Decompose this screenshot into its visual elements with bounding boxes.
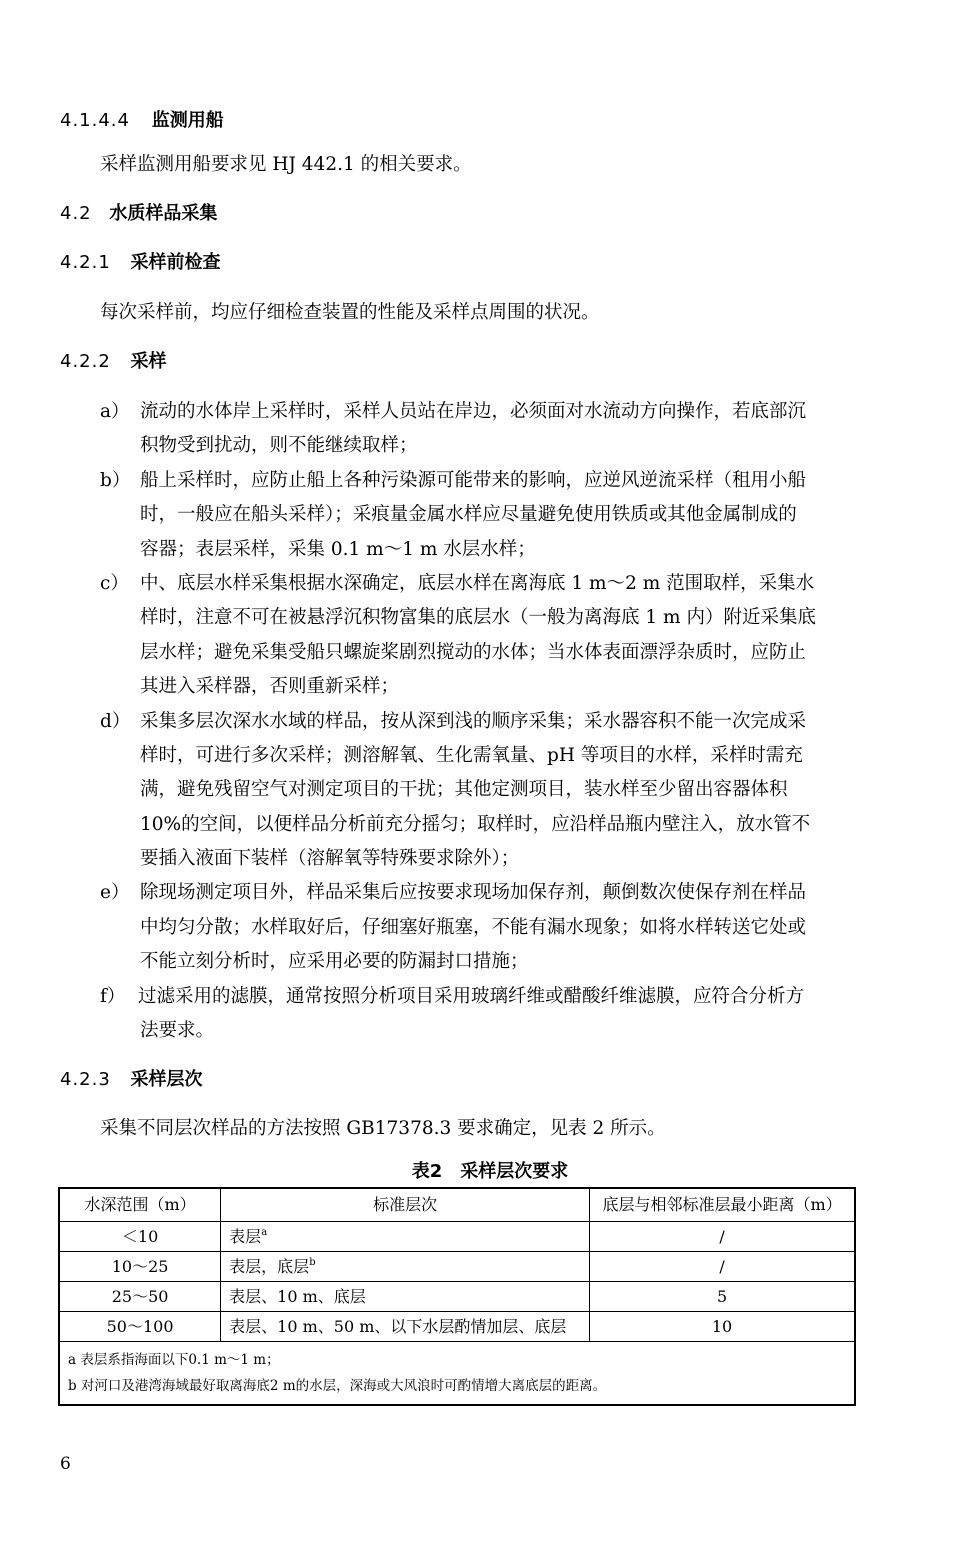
list-item-line: 容器；表层采样，采集 0.1 m～1 m 水层水样； bbox=[140, 539, 536, 560]
table-cell-layers: 表层、10 m、50 m、以下水层酌情加层、底层 bbox=[221, 1312, 590, 1342]
list-item-line: 不能立刻分析时，应采用必要的防漏封口措施； bbox=[140, 951, 529, 972]
list-item-line: 除现场测定项目外，样品采集后应按要求现场加保存剂，颠倒数次使保存剂在样品 bbox=[140, 882, 807, 903]
heading-4-1-4-4 bbox=[60, 109, 224, 133]
table-cell-layers: 表层、10 m、底层 bbox=[221, 1282, 590, 1312]
heading-number: 4.2.1 bbox=[60, 252, 111, 273]
list-item-line: 中、底层水样采集根据水深确定，底层水样在离海底 1 m～2 m 范围取样，采集水 bbox=[140, 573, 815, 594]
table-notes-row bbox=[59, 1342, 855, 1406]
list-item-line: 法要求。 bbox=[140, 1020, 215, 1041]
footnote-marker: b bbox=[309, 1256, 316, 1268]
table-cell-distance: 5 bbox=[590, 1282, 855, 1312]
list-item-marker: b） bbox=[100, 470, 131, 491]
paragraph-layer-method: 采集不同层次样品的方法按照 GB17378.3 要求确定，见表 2 所示。 bbox=[100, 1118, 666, 1139]
layers-text: 表层 bbox=[229, 1226, 262, 1246]
heading-4-2-1 bbox=[60, 251, 221, 275]
sampling-layer-table bbox=[58, 1187, 856, 1406]
layers-text: 表层，底层 bbox=[229, 1256, 310, 1276]
heading-title: 水质样品采集 bbox=[109, 203, 218, 224]
list-item-marker: c） bbox=[100, 573, 129, 594]
list-item-line: 样时，可进行多次采样；测溶解氧、生化需氧量、pH 等项目的水样，采样时需充 bbox=[140, 745, 803, 766]
heading-title: 采样 bbox=[130, 351, 167, 372]
table-cell-distance: / bbox=[590, 1252, 855, 1282]
paragraph-ship-requirements: 采样监测用船要求见 HJ 442.1 的相关要求。 bbox=[100, 154, 472, 175]
footnote-marker: a bbox=[261, 1226, 268, 1238]
table-cell-depth: 25～50 bbox=[59, 1282, 221, 1312]
table-cell-distance: / bbox=[590, 1222, 855, 1252]
heading-title: 采样前检查 bbox=[130, 252, 221, 273]
list-item-marker: d） bbox=[100, 711, 131, 732]
list-item-line: 样时，注意不可在被悬浮沉积物富集的底层水（一般为离海底 1 m 内）附近采集底 bbox=[140, 607, 816, 628]
table-cell-depth: 10～25 bbox=[59, 1252, 221, 1282]
table-cell-layers bbox=[221, 1252, 590, 1282]
list-item-line: 中均匀分散；水样取好后，仔细塞好瓶塞，不能有漏水现象；如将水样转送它处或 bbox=[140, 917, 807, 938]
list-item-line: 时，一般应在船头采样）；采痕量金属水样应尽量避免使用铁质或其他金属制成的 bbox=[140, 504, 797, 525]
table-cell-depth: ＜10 bbox=[59, 1222, 221, 1252]
table-cell-layers bbox=[221, 1222, 590, 1252]
table-row bbox=[59, 1282, 855, 1312]
list-item-line: 满，避免残留空气对测定项目的干扰；其他定测项目，装水样至少留出容器体积 bbox=[140, 779, 788, 800]
heading-title: 采样层次 bbox=[130, 1069, 203, 1090]
heading-title: 监测用船 bbox=[151, 110, 224, 131]
table-cell-distance: 10 bbox=[590, 1312, 855, 1342]
list-item-line: 10%的空间，以便样品分析前充分摇匀；取样时，应沿样品瓶内壁注入，放水管不 bbox=[140, 814, 811, 835]
table-cell-depth: 50～100 bbox=[59, 1312, 221, 1342]
list-item-line: 船上采样时，应防止船上各种污染源可能带来的影响，应逆风逆流采样（租用小船 bbox=[140, 470, 807, 491]
list-item-line: 积物受到扰动，则不能继续取样； bbox=[140, 435, 418, 456]
heading-number: 4.1.4.4 bbox=[60, 110, 130, 131]
list-item-marker: a） bbox=[100, 401, 130, 422]
table-header-row bbox=[59, 1188, 855, 1222]
page-number: 6 bbox=[60, 1454, 71, 1474]
heading-number: 4.2.2 bbox=[60, 351, 111, 372]
list-item-line: 要插入液面下装样（溶解氧等特殊要求除外）； bbox=[140, 848, 520, 869]
table-note-a: a 表层系指海面以下0.1 m～1 m； bbox=[68, 1352, 280, 1368]
table-row bbox=[59, 1312, 855, 1342]
list-item-line: 过滤采用的滤膜，通常按照分析项目采用玻璃纤维或醋酸纤维滤膜，应符合分析方 bbox=[138, 986, 805, 1007]
table-notes bbox=[59, 1342, 855, 1406]
heading-4-2-3 bbox=[60, 1068, 203, 1092]
table-header-cell: 底层与相邻标准层最小距离（m） bbox=[590, 1188, 855, 1222]
list-item-marker: f） bbox=[100, 986, 126, 1007]
list-item-line: 采集多层次深水水域的样品，按从深到浅的顺序采集；采水器容积不能一次完成采 bbox=[140, 711, 807, 732]
heading-4-2 bbox=[60, 202, 217, 226]
table-note-b: b 对河口及港湾海域最好取离海底2 m的水层，深海或大风浪时可酌情增大离底层的距离。 bbox=[68, 1378, 607, 1394]
heading-number: 4.2.3 bbox=[60, 1069, 111, 1090]
heading-4-2-2 bbox=[60, 350, 167, 374]
list-item-line: 层水样；避免采集受船只螺旋桨剧烈搅动的水体；当水体表面漂浮杂质时，应防止 bbox=[140, 642, 807, 663]
table-row bbox=[59, 1222, 855, 1252]
table-header-cell: 水深范围（m） bbox=[59, 1188, 221, 1222]
list-item-marker: e） bbox=[100, 882, 130, 903]
table-caption: 表2 采样层次要求 bbox=[411, 1161, 569, 1182]
table-row bbox=[59, 1252, 855, 1282]
heading-number: 4.2 bbox=[60, 203, 92, 224]
table-header-cell: 标准层次 bbox=[221, 1188, 590, 1222]
list-item-line: 其进入采样器，否则重新采样； bbox=[140, 676, 400, 697]
list-item-line: 流动的水体岸上采样时，采样人员站在岸边，必须面对水流动方向操作，若底部沉 bbox=[140, 401, 807, 422]
paragraph-pre-sampling-check: 每次采样前，均应仔细检查装置的性能及采样点周围的状况。 bbox=[100, 302, 600, 323]
